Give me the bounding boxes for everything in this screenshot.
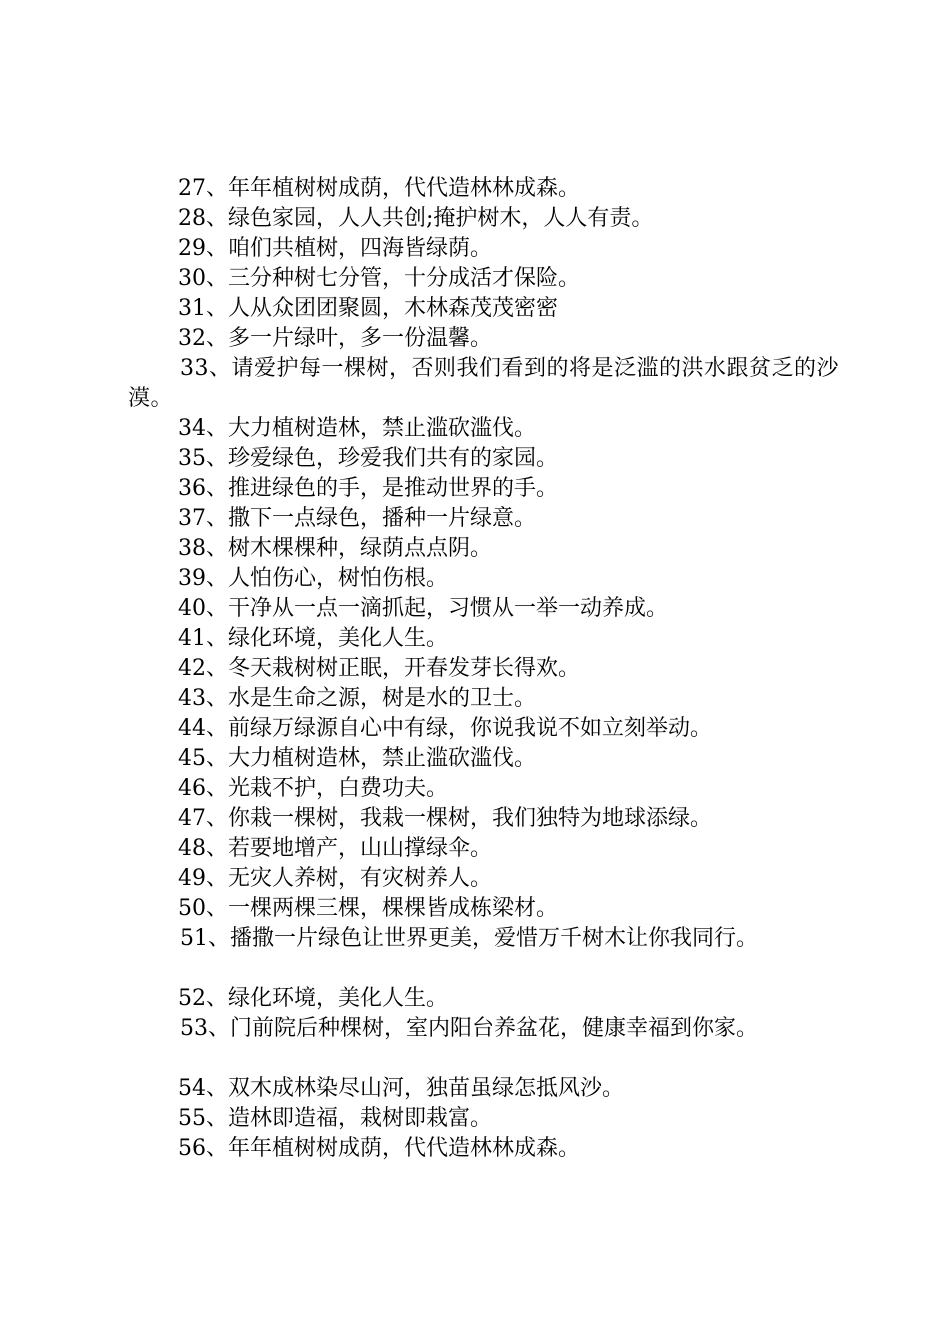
list-item: 52、绿化环境，美化人生。	[178, 986, 448, 1011]
list-item: 50、一棵两棵三棵，棵棵皆成栋梁材。	[178, 896, 558, 921]
list-item: 46、光栽不护，白费功夫。	[178, 776, 448, 801]
list-item: 31、人从众团团聚圆，木林森茂茂密密	[178, 296, 558, 321]
list-item: 37、撒下一点绿色，播种一片绿意。	[178, 506, 536, 531]
list-item: 27、年年植树树成荫，代代造林林成森。	[178, 176, 580, 201]
list-item: 40、干净从一点一滴抓起，习惯从一举一动养成。	[178, 596, 668, 621]
list-item: 45、大力植树造林，禁止滥砍滥伐。	[178, 746, 536, 771]
list-item: 41、绿化环境，美化人生。	[178, 626, 448, 651]
list-item: 49、无灾人养树，有灾树养人。	[178, 866, 492, 891]
list-item: 35、珍爱绿色，珍爱我们共有的家园。	[178, 446, 558, 471]
list-item: 54、双木成林染尽山河，独苗虽绿怎抵风沙。	[178, 1076, 624, 1101]
list-item: 44、前绿万绿源自心中有绿，你说我说不如立刻举动。	[178, 716, 712, 741]
list-item: 28、绿色家园，人人共创;掩护树木，人人有责。	[178, 206, 654, 231]
list-item: 36、推进绿色的手，是推动世界的手。	[178, 476, 558, 501]
list-item: 56、年年植树树成荫，代代造林林成森。	[178, 1136, 580, 1161]
list-item: 39、人怕伤心，树怕伤根。	[178, 566, 448, 591]
list-item: 55、造林即造福，栽树即栽富。	[178, 1106, 492, 1131]
list-item: 42、冬天栽树树正眠，开春发芽长得欢。	[178, 656, 580, 681]
list-item: 48、若要地增产，山山撑绿伞。	[178, 836, 492, 861]
list-item: 30、三分种树七分管，十分成活才保险。	[178, 266, 580, 291]
list-item: 34、大力植树造林，禁止滥砍滥伐。	[178, 416, 536, 441]
list-item: 47、你栽一棵树，我栽一棵树，我们独特为地球添绿。	[178, 806, 712, 831]
list-item: 38、树木棵棵种，绿荫点点阴。	[178, 536, 492, 561]
list-item: 33、请爱护每一棵树，否则我们看到的将是泛滥的洪水跟贫乏的沙漠。	[128, 356, 839, 411]
list-item: 43、水是生命之源，树是水的卫士。	[178, 686, 536, 711]
list-item: 51、播撒一片绿色让世界更美，爱惜万千树木让你我同行。	[180, 926, 758, 951]
slogan-list	[128, 174, 848, 1164]
list-item: 32、多一片绿叶，多一份温馨。	[178, 326, 492, 351]
list-item: 53、门前院后种棵树，室内阳台养盆花，健康幸福到你家。	[180, 1016, 758, 1041]
list-item: 29、咱们共植树，四海皆绿荫。	[178, 236, 492, 261]
